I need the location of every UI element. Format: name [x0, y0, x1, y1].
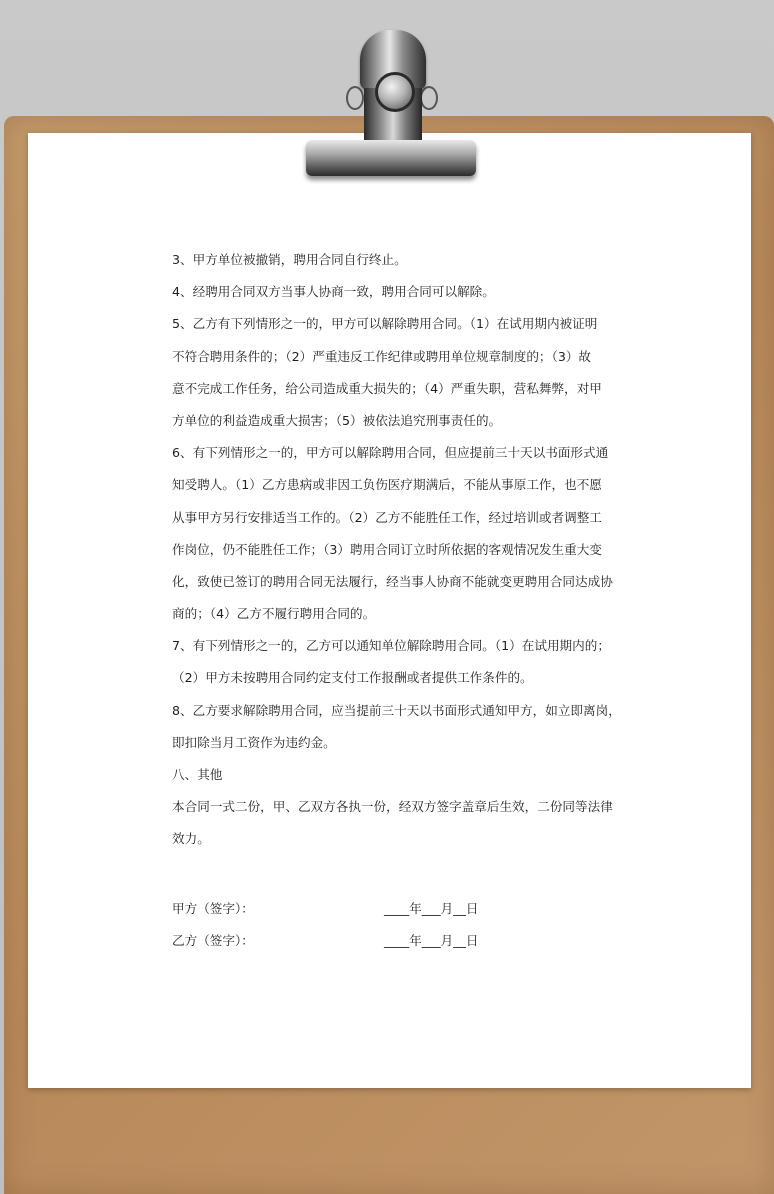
- text-line: 商的；（4）乙方不履行聘用合同的。: [172, 606, 376, 622]
- text-line: 4、经聘用合同双方当事人协商一致，聘用合同可以解除。: [172, 284, 495, 300]
- party-a-date-field: ____年___月__日: [384, 901, 479, 916]
- binder-clip-icon: [300, 22, 480, 182]
- text-line: 化，致使已签订的聘用合同无法履行，经当事人协商不能就变更聘用合同达成协: [172, 573, 613, 589]
- text-line: 不符合聘用条件的；（2）严重违反工作纪律或聘用单位规章制度的；（3）故: [172, 348, 592, 364]
- text-line: 效力。: [172, 831, 210, 847]
- text-line: 从事甲方另行安排适当工作的。（2）乙方不能胜任工作，经过培训或者调整工: [172, 509, 602, 525]
- text-line: 知受聘人。（1）乙方患病或非因工负伤医疗期满后，不能从事原工作，也不愿: [172, 477, 602, 493]
- section-heading: 八、其他: [172, 767, 223, 782]
- text-line: 6、有下列情形之一的，甲方可以解除聘用合同，但应提前三十天以书面形式通: [172, 445, 609, 461]
- text-line: 5、乙方有下列情形之一的，甲方可以解除聘用合同。（1）在试用期内被证明: [172, 316, 598, 332]
- text-line: 作岗位，仍不能胜任工作；（3）聘用合同订立时所依据的客观情况发生重大变: [172, 541, 602, 557]
- contract-text: [172, 244, 621, 856]
- text-line: 本合同一式二份，甲、乙双方各执一份，经双方签字盖章后生效，二份同等法律: [172, 799, 613, 815]
- text-line: （2）甲方未按聘用合同约定支付工作报酬或者提供工作条件的。: [172, 670, 533, 686]
- party-b-signature-label: 乙方（签字）：: [172, 933, 254, 948]
- text-line: 意不完成工作任务，给公司造成重大损失的；（4）严重失职，营私舞弊，对甲: [172, 380, 602, 396]
- party-b-date-field: ____年___月__日: [384, 933, 479, 948]
- text-line: 8、乙方要求解除聘用合同，应当提前三十天以书面形式通知甲方，如立即离岗，: [172, 702, 621, 718]
- text-line: 7、有下列情形之一的，乙方可以通知单位解除聘用合同。（1）在试用期内的；: [172, 638, 610, 654]
- text-line: 即扣除当月工资作为违约金。: [172, 734, 336, 750]
- text-line: 3、甲方单位被撤销，聘用合同自行终止。: [172, 252, 407, 267]
- text-line: 方单位的利益造成重大损害；（5）被依法追究刑事责任的。: [172, 412, 502, 428]
- party-a-signature-label: 甲方（签字）：: [172, 901, 254, 916]
